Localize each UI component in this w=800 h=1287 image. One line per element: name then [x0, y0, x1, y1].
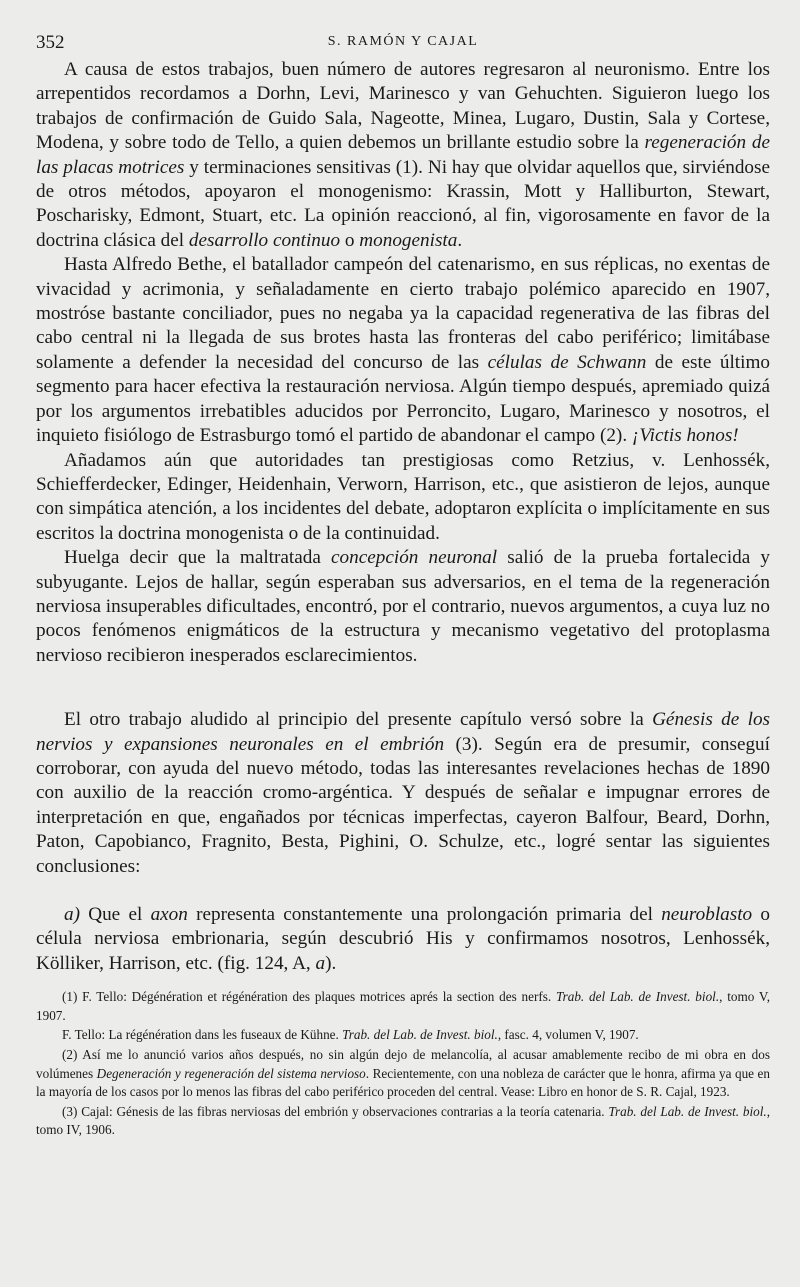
text-run: , tomo V, 1907. — [36, 989, 770, 1023]
italic-run: ¡Victis honos! — [631, 425, 739, 447]
footnote — [36, 988, 770, 1025]
text-run: (1) F. Tello: Dégénération et régénération des plaques motrices aprés la section des nerfs. — [62, 989, 556, 1005]
italic-run: neuroblasto — [661, 904, 753, 925]
text-run: o — [340, 229, 360, 251]
footnote — [36, 1046, 770, 1102]
text-run: Huelga decir que la maltratada — [64, 547, 332, 569]
paragraph — [36, 546, 770, 668]
italic-run: células de Schwann — [487, 351, 647, 373]
italic-run: a) — [64, 904, 80, 925]
italic-run: axon — [150, 904, 188, 925]
italic-run: concepción neuronal — [331, 547, 498, 569]
italic-run: Trab. del Lab. de Invest. biol. — [608, 1103, 767, 1119]
text-run: (2) Así me lo anunció varios años después, no sin algún dejo de melancolía, al acusar amablemente recibo de mi obra en dos volúmenes — [36, 1047, 770, 1081]
paragraph — [36, 449, 770, 547]
footnote — [36, 1026, 770, 1045]
text-run: y terminaciones sensitivas (1). Ni hay que olvidar aquellos que, sirviéndose de otros métodos, apoyaron el monogenismo: Krassin, Mott y Halliburton, Stewart, Poscharisky, Edmont, Stuart, etc. La opinión reaccionó, al fin, vigorosamente en favor de la doctrina clásica del — [36, 156, 770, 251]
text-run: A causa de estos trabajos, buen número de autores regresaron al neuronismo. Entre los arrepentidos recordamos a Dorhn, Levi, Marinesco y van Gehuchten. Siguieron luego los trabajos de confirmación de Guido Sala, Nageotte, Minea, Lugaro, Dustin, Sala y Cortese, Modena, y sobre todo de Tello, a quien debemos un brillante estudio sobre la — [36, 59, 770, 154]
italic-run: Trab. del Lab. de Invest. biol. — [555, 989, 720, 1005]
text-run: Hasta Alfredo Bethe, el batallador campeón del catenarismo, en sus réplicas, no exentas de vivacidad y acrimonia, y señaladamente en cierto trabajo polémico aparecido en 1907, mostróse bastante conciliador, pues no negaba ya la capacidad regenerativa de las fibras del cabo central ni la llegada de sus brotes hasta las fronteras del cabo periférico; limitábase solamente a defender la necesidad del concurso de las — [36, 254, 770, 373]
text-run: representa constantemente una prolongación primaria del — [187, 904, 662, 925]
italic-run: monogenista — [359, 229, 458, 251]
text-run: F. Tello: La régénération dans les fuseaux de Kühne. — [62, 1027, 343, 1043]
text-run: El otro trabajo aludido al principio del presente capítulo versó sobre la — [64, 709, 653, 731]
page-header — [36, 28, 770, 58]
conclusion-item — [36, 903, 770, 976]
footnotes — [36, 988, 770, 1140]
text-run: , tomo IV, 1906. — [36, 1103, 770, 1138]
text-run: . — [457, 229, 463, 251]
italic-run: a — [315, 952, 326, 974]
italic-run: Génesis de los nervios y expansiones neuronales en el embrión — [36, 709, 770, 755]
text-run: Añadamos aún que autoridades tan prestigiosas como Retzius, v. Lenhossék, Schiefferdecker, Edinger, Heidenhain, Verworn, Harrison, etc., que asistieron de lejos, aunque con simpática atención, a los incidentes del debate, adoptaron explícita o implícitamente en sus escritos la doctrina monogenista o de la continuidad. — [36, 449, 770, 544]
page-number: 352 — [36, 32, 65, 53]
paragraph — [36, 58, 770, 253]
text-run: o célula nerviosa embrionaria, según descubrió His y confirmamos nosotros, Lenhossék, Kölliker, Harrison, etc. (fig. 124, A, — [36, 904, 770, 974]
paragraph — [36, 253, 770, 448]
body-text — [36, 58, 770, 976]
text-run: ). — [325, 952, 337, 974]
text-run: (3). Según era de presumir, conseguí corroborar, con ayuda del nuevo método, todas las interesantes revelaciones hechas de 1890 con auxilio de la reacción cromo-argéntica. Y después de señalar e impugnar errores de interpretación en que, engañados por técnicas imperfectas, cayeron Balfour, Beard, Dorhn, Paton, Capobianco, Fragnito, Besta, Pighini, O. Schulze, etc., logré sentar las siguientes conclusiones: — [36, 733, 770, 877]
italic-run: desarrollo continuo — [188, 229, 341, 251]
text-run: . Recientemente, con una nobleza de carácter que le honra, afirma ya que en la mayoría de los casos por lo menos las fibras del cabo periférico proceden del central. Vease: Libro en honor de S. R. Cajal, 1923. — [36, 1065, 771, 1100]
text-run: de este último segmento para hacer efectiva la restauración nerviosa. Algún tiempo después, apremiado quizá por los argumentos irrebatibles aducidos por Perroncito, Lugaro, Marinesco y nosotros, el inquieto fisiólogo de Estrasburgo tomó el partido de abandonar el campo (2). — [36, 351, 770, 447]
footnote — [36, 1103, 770, 1140]
text-run: salió de la prueba fortalecida y subyugante. Lejos de hallar, según esperaban sus adversarios, en el tema de la regeneración nerviosa insuperables dificultades, encontró, por el contrario, nuevos argumentos, a cuya luz no pocos fenómenos enigmáticos de la estructura y mecanismo vegetativo del protoplasma nervioso recibieron inesperados esclarecimientos. — [36, 547, 771, 666]
text-run: (3) Cajal: Génesis de las fibras nerviosas del embrión y observaciones contrarias a la teoría catenaria. — [62, 1103, 609, 1119]
text-run: Que el — [79, 904, 151, 925]
text-run: , fasc. 4, volumen V, 1907. — [497, 1027, 639, 1043]
italic-run: regeneración de las placas motrices — [36, 132, 770, 178]
paragraph — [36, 708, 770, 879]
italic-run: Degeneración y regeneración del sistema nervioso — [96, 1065, 366, 1081]
italic-run: Trab. del Lab. de Invest. biol. — [342, 1027, 498, 1043]
running-head: S. RAMÓN Y CAJAL — [327, 34, 479, 49]
